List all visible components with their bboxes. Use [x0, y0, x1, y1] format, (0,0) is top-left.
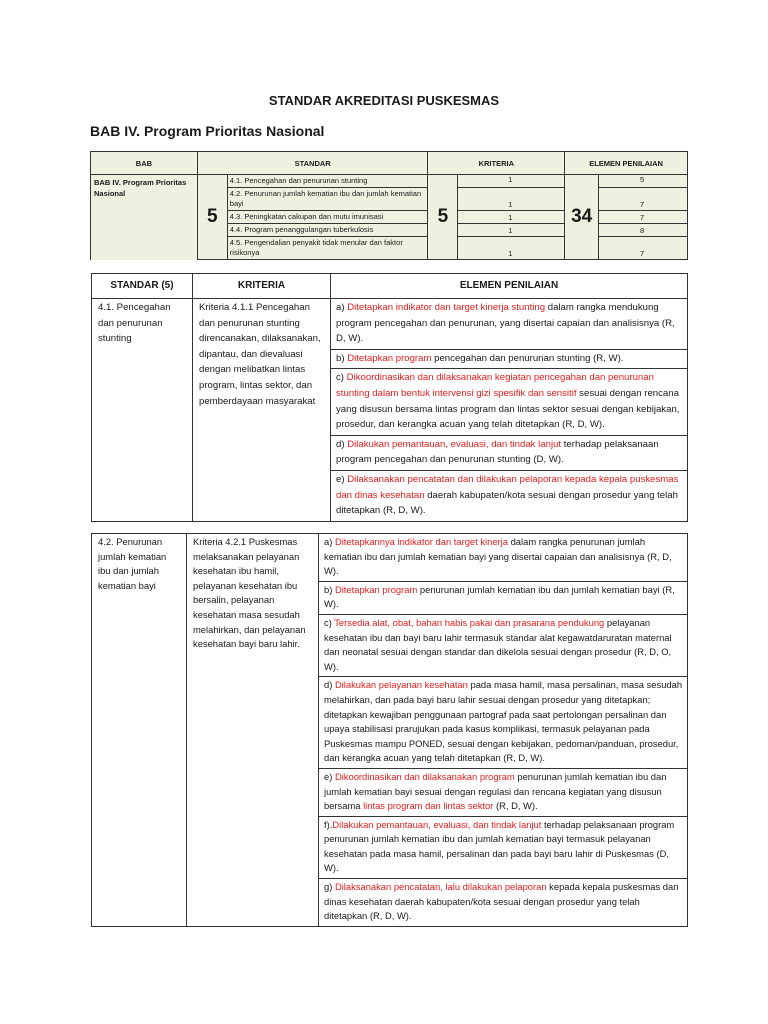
standar-cell: 4.2. Penurunan jumlah kematian ibu dan jumlah kematian bayi [92, 534, 187, 927]
elemen-item: a) Ditetapkan indikator dan target kinerja stunting dalam rangka mendukung program pencegahan dan penurunan, yang disertai capaian dan analisisnya (R, D, W). [331, 299, 688, 350]
summary-header-standar: STANDAR [197, 152, 428, 175]
summary-header-bab: BAB [91, 152, 198, 175]
header-kriteria: KRITERIA [193, 274, 331, 299]
elemen-item: b) Ditetapkan program pencegahan dan penurunan stunting (R, W). [331, 349, 688, 369]
summary-elemen-count: 34 [565, 175, 599, 260]
standar-4-2-table [91, 533, 688, 927]
summary-header-kriteria: KRITERIA [428, 152, 565, 175]
summary-elemen-value: 7 [599, 211, 688, 224]
summary-header-elemen: ELEMEN PENILAIAN [565, 152, 688, 175]
elemen-item: c) Dikoordinasikan dan dilaksanakan kegiatan pencegahan dan penurunan stunting dalam bentuk intervensi gizi spesifik dan sensitif sesuai dengan rencana yang disusun bersama lintas program dan lintas sektor sesuai dengan kebijakan, prosedur, dan kerangka acuan yang telah ditetapkan (R, D, W). [331, 369, 688, 435]
summary-table [90, 151, 688, 260]
elemen-item: d) Dilakukan pemantauan, evaluasi, dan tindak lanjut terhadap pelaksanaan program pencegahan dan penurunan stunting (D, W). [331, 435, 688, 470]
summary-standar-row: 4.1. Pencegahan dan penurunan stunting [227, 175, 428, 188]
summary-kriteria-value: 1 [458, 237, 565, 260]
summary-elemen-value: 7 [599, 237, 688, 260]
bab-heading: BAB IV. Program Prioritas Nasional [90, 123, 325, 139]
summary-standar-row: 4.3. Peningkatan cakupan dan mutu imunisasi [227, 211, 428, 224]
summary-standar-row: 4.2. Penurunan jumlah kematian ibu dan jumlah kematian bayi [227, 188, 428, 211]
summary-standar-row: 4.5. Pengendalian penyakit tidak menular dan faktor risikonya [227, 237, 428, 260]
elemen-item: g) Dilaksanakan pencatatan, lalu dilakukan pelaporan kepada kepala puskesmas dan dinas kesehatan daerah kabupaten/kota sesuai dengan prosedur yang telah ditetapkan (R, D, W). [319, 879, 688, 927]
elemen-item: c) Tersedia alat, obat, bahan habis pakai dan prasarana pendukung pelayanan kesehatan ibu dan bayi baru lahir termasuk standar alat kegawatdaruratan maternal dan neonatal sesuai dengan standar dan dikelola sesuai dengan prosedur (R, D, O, W). [319, 614, 688, 676]
elemen-item: e) Dikoordinasikan dan dilaksanakan program penurunan jumlah kematian ibu dan jumlah kematian bayi sesuai dengan regulasi dan rencana kegiatan yang disusun bersama lintas program dan lintas sektor (R, D, W). [319, 768, 688, 816]
kriteria-cell: Kriteria 4.2.1 Puskesmas melaksanakan pelayanan kesehatan ibu hamil, pelayanan kesehatan ibu bersalin, pelayanan kesehatan masa sesudah melahirkan, dan pelayanan kesehatan bayi baru lahir. [187, 534, 319, 927]
elemen-item: e) Dilaksanakan pencatatan dan dilakukan pelaporan kepada kepala puskesmas dan dinas kesehatan daerah kabupaten/kota sesuai dengan prosedur yang telah ditetapkan (R, D, W). [331, 470, 688, 521]
elemen-item: d) Dilakukan pelayanan kesehatan pada masa hamil, masa persalinan, masa sesudah melahirkan, dan pada bayi baru lahir sesuai dengan prosedur yang ditetapkan; ditetapkan kewajiban penggunaan partograf pada saat pertolongan persalinan dan upaya stabilisasi prarujukan pada kasus komplikasi, termasuk pelayanan pada Puskesmas mampu PONED, sesuai dengan kebijakan, pedoman/panduan, prosedur, dan kerangka acuan yang telah ditetapkan (R, D, W). [319, 677, 688, 769]
elemen-item: a) Ditetapkannya indikator dan target kinerja dalam rangka penurunan jumlah kematian ibu dan jumlah kematian bayi yang disertai capaian dan analisisnya (R, D, W). [319, 534, 688, 582]
elemen-item: b) Ditetapkan program penurunan jumlah kematian ibu dan jumlah kematian bayi (R, W). [319, 581, 688, 614]
summary-bab-cell: BAB IV. Program Prioritas Nasional [91, 175, 198, 260]
elemen-item: f).Dilakukan pemantauan, evaluasi, dan tindak lanjut terhadap pelaksanaan program penurunan jumlah kematian ibu dan jumlah kematian bayi termasuk pelayanan kesehatan pada masa hamil, persalinan dan pada bayi baru lahir di Puskesmas (D, W). [319, 816, 688, 878]
summary-elemen-value: 5 [599, 175, 688, 188]
kriteria-cell: Kriteria 4.1.1 Pencegahan dan penurunan stunting direncanakan, dilaksanakan, dipantau, dan dievaluasi dengan melibatkan lintas program, lintas sektor, dan pemberdayaan masyarakat [193, 299, 331, 522]
summary-kriteria-value: 1 [458, 211, 565, 224]
standar-4-1-table [91, 273, 688, 522]
header-standar: STANDAR (5) [92, 274, 193, 299]
summary-kriteria-value: 1 [458, 175, 565, 188]
summary-standar-row: 4.4. Program penanggulangan tuberkulosis [227, 224, 428, 237]
summary-kriteria-value: 1 [458, 224, 565, 237]
standar-cell: 4.1. Pencegahan dan penurunan stunting [92, 299, 193, 522]
summary-standar-count: 5 [197, 175, 227, 260]
header-elemen: ELEMEN PENILAIAN [331, 274, 688, 299]
summary-elemen-value: 8 [599, 224, 688, 237]
summary-kriteria-value: 1 [458, 188, 565, 211]
document-title: STANDAR AKREDITASI PUSKESMAS [268, 93, 500, 108]
summary-elemen-value: 7 [599, 188, 688, 211]
summary-kriteria-count: 5 [428, 175, 458, 260]
